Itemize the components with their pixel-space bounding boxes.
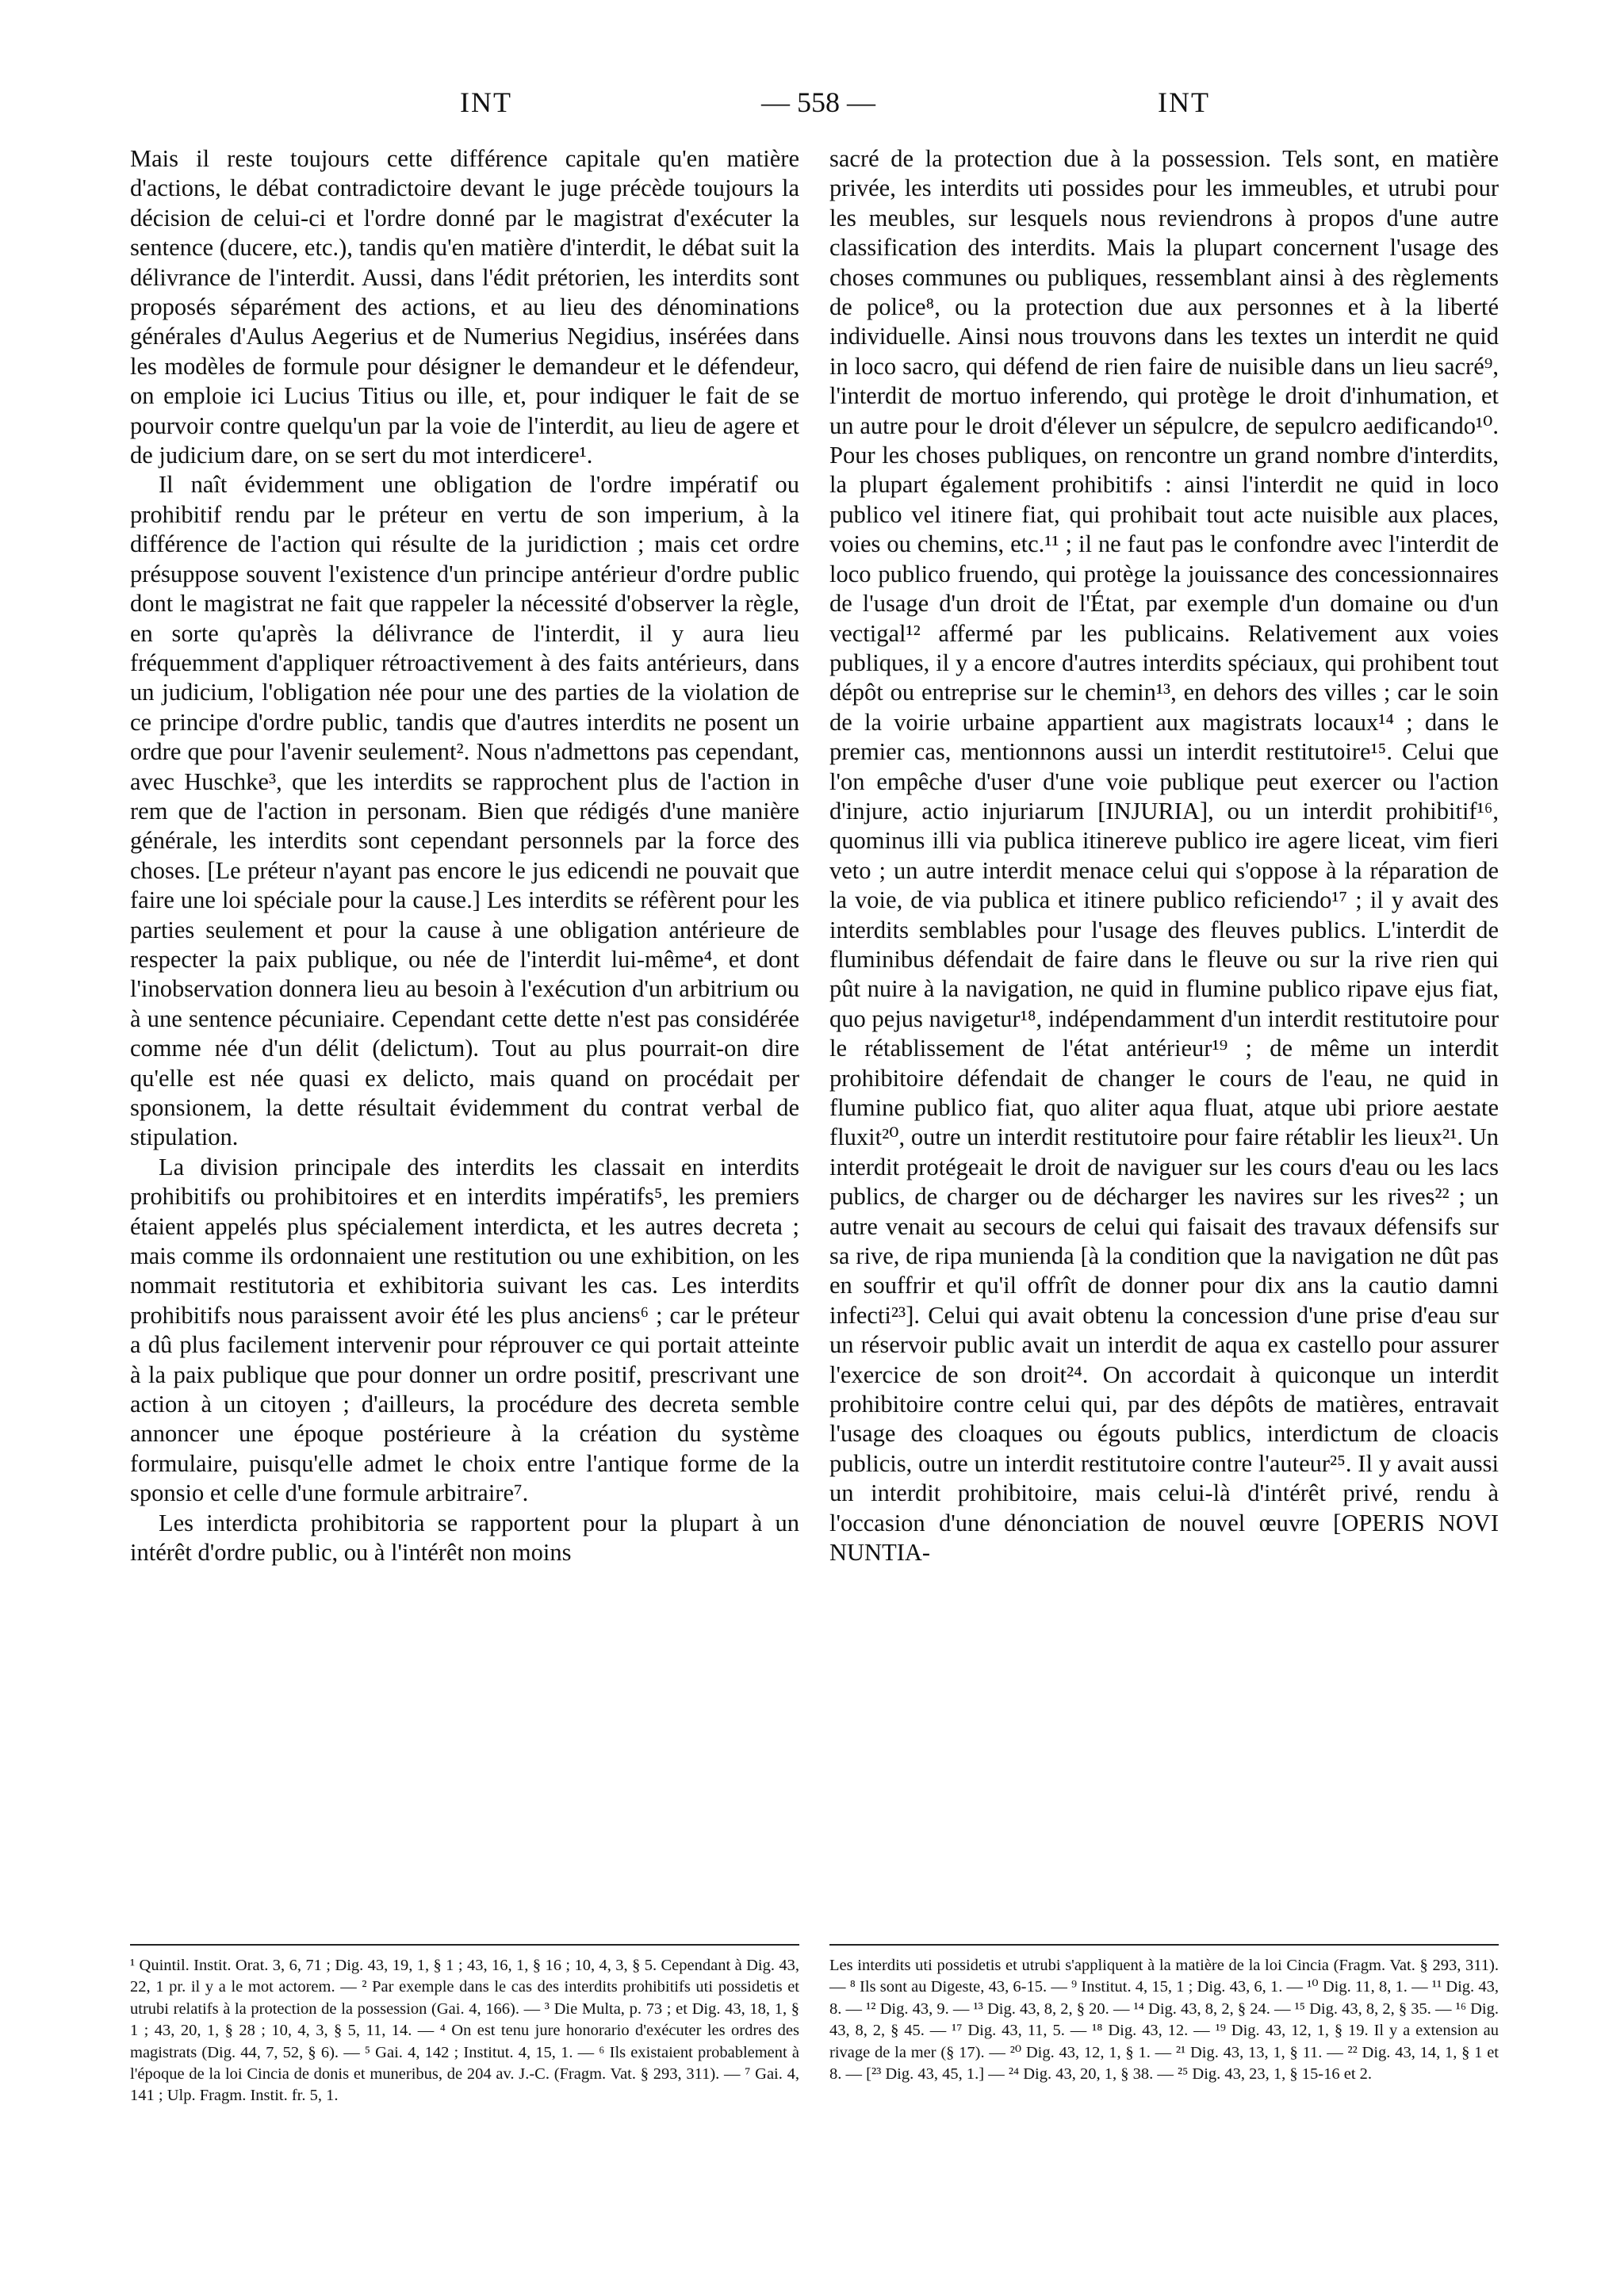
running-head-right: INT bbox=[1158, 86, 1210, 118]
footnotes-right bbox=[829, 1955, 1499, 2085]
right-column bbox=[829, 144, 1499, 1568]
left-paragraph-4: Les interdicta prohibitoria se rapportent pour la plupart à un intérêt d'ordre public, ou à l'intérêt non moins bbox=[130, 1509, 799, 1567]
footnote-rule-left bbox=[130, 1944, 799, 1946]
footnotes-left bbox=[130, 1955, 799, 2107]
footnote-rule-right bbox=[829, 1944, 1499, 1946]
page-number: — 558 — bbox=[761, 86, 875, 118]
running-head-left: INT bbox=[460, 86, 512, 118]
left-paragraph-1: Mais il reste toujours cette différence capitale qu'en matière d'actions, le débat contradictoire devant le juge précède toujours la décision de celui-ci et l'ordre donné par le magistrat d'exécuter la sentence (ducere, etc.), tandis qu'en matière d'interdit, le débat suit la délivrance de l'interdit. Aussi, dans l'édit prétorien, les interdits sont proposés séparément des actions, et au lieu des dénominations générales d'Aulus Aegerius et de Numerius Negidius, insérées dans les modèles de formule pour désigner le demandeur et le défendeur, on emploie ici Lucius Titius ou ille, et, pour indiquer le fait de se pourvoir contre quelqu'un par la voie de l'interdit, au lieu de agere et de judicium dare, on se sert du mot interdicere¹. bbox=[130, 145, 799, 469]
right-paragraph-1: sacré de la protection due à la possession. Tels sont, en matière privée, les interdits uti possides pour les immeubles, et utrubi pour les meubles, sur lesquels nous reviendrons à propos d'une autre classification des interdits. Mais la plupart concernent l'usage des choses communes ou publiques, ressemblant ainsi à des règlements de police⁸, ou la protection due aux personnes et à la liberté individuelle. Ainsi nous trouvons dans les textes un interdit ne quid in loco sacro, qui défend de rien faire de nuisible dans un lieu sacré⁹, l'interdit de mortuo inferendo, qui protège le droit d'inhumation, et un autre pour le droit d'élever un sépulcre, de sepulcro aedificando¹⁰. Pour les choses publiques, on rencontre un grand nombre d'interdits, la plupart également prohibitifs : ainsi l'interdit ne quid in loco publico vel itinere fiat, qui prohibait tout acte nuisible aux places, voies ou chemins, etc.¹¹ ; il ne faut pas le confondre avec l'interdit de loco publico fruendo, qui protège la jouissance des concessionnaires de l'usage d'un droit de l'État, par exemple d'un domaine ou d'un vectigal¹² affermé par les publicains. Relativement aux voies publiques, il y a encore d'autres interdits spéciaux, qui prohibent tout dépôt ou entreprise sur le chemin¹³, en dehors des villes ; car le soin de la voirie urbaine appartient aux magistrats locaux¹⁴ ; dans le premier cas, mentionnons aussi un interdit restitutoire¹⁵. Celui que l'on empêche d'user d'une voie publique peut exercer ou l'action d'injure, actio injuriarum [INJURIA], ou un interdit prohibitif¹⁶, quominus illi via publica itinereve publico ire agere liceat, vim fieri veto ; un autre interdit menace celui qui s'oppose à la réparation de la voie, de via publica et itinere publico reficiendo¹⁷ ; il y avait des interdits semblables pour l'usage des fleuves publics. L'interdit de fluminibus défendait de faire dans le fleuve ou sur la rive rien qui pût nuire à la navigation, ne quid in flumine publico ripave ejus fiat, quo pejus navigetur¹⁸, indépendamment d'un interdit restitutoire pour le rétablissement de l'état antérieur¹⁹ ; de même un interdit prohibitoire défendait de changer le cours de l'eau, ne quid in flumine publico fiat, quo aliter aqua fluat, atque ubi priore aestate fluxit²⁰, outre un interdit restitutoire pour faire rétablir les lieux²¹. Un interdit protégeait le droit de naviguer sur les cours d'eau ou les lacs publics, de charger ou de décharger les navires sur les rives²² ; un autre venait au secours de celui qui faisait des travaux défensifs sur sa rive, de ripa munienda [à la condition que la navigation ne dût pas en souffrir et qu'il offrît de donner pour dix ans la cautio damni infecti²³]. Celui qui avait obtenu la concession d'une prise d'eau sur un réservoir public avait un interdit de aqua ex castello pour assurer l'exercice de son droit²⁴. On accordait à quiconque un interdit prohibitoire contre celui qui, par des dépôts de matières, entravait l'usage des cloaques ou égouts publics, interdictum de cloacis publicis, outre un interdit restitutoire contre l'auteur²⁵. Il y avait aussi un interdit prohibitoire, mais celui-là d'intérêt privé, rendu à l'occasion d'une dénonciation de nouvel œuvre [OPERIS NOVI NUNTIA- bbox=[829, 145, 1499, 1567]
left-paragraph-3: La division principale des interdits les classait en interdits prohibitifs ou prohibitoires et en interdits impératifs⁵, les premiers étaient appelés plus spécialement interdicta, et les autres decreta ; mais comme ils ordonnaient une restitution ou une exhibition, on les nommait restitutoria et exhibitoria suivant les cas. Les interdits prohibitifs nous paraissent avoir été les plus anciens⁶ ; car le préteur a dû plus facilement intervenir pour réprouver ce qui portait atteinte à la paix publique que pour donner un ordre positif, prescrivant une action à un citoyen ; d'ailleurs, la procédure des decreta semble annoncer une époque postérieure à la création du système formulaire, puisqu'elle admet le choix entre l'antique forme de la sponsio et celle d'une formule arbitraire⁷. bbox=[130, 1153, 799, 1507]
left-paragraph-2: Il naît évidemment une obligation de l'ordre impératif ou prohibitif rendu par le préteur en vertu de son imperium, à la différence de l'action qui résulte de la juridiction ; mais cet ordre présuppose souvent l'existence d'un principe antérieur d'ordre public dont le magistrat ne fait que rappeler la nécessité d'observer la règle, en sorte qu'après la délivrance de l'interdit, il y aura lieu fréquemment d'appliquer rétroactivement à des faits antérieurs, dans un judicium, l'obligation née pour une des parties de la violation de ce principe d'ordre public, tandis que d'autres interdits ne posent un ordre que pour l'avenir seulement². Nous n'admettons pas cependant, avec Huschke³, que les interdits se rapprochent plus de l'action in rem que de l'action in personam. Bien que rédigés d'une manière générale, les interdits sont cependant personnels par la force des choses. [Le préteur n'ayant pas encore le jus edicendi ne pouvait que faire une loi spéciale pour la cause.] Les interdits se réfèrent pour les parties seulement et pour la cause à une obligation antérieure de respecter la paix publique, ou née de l'interdit lui-même⁴, et dont l'inobservation donnera lieu au besoin à l'exécution d'un arbitrium ou à une sentence pécuniaire. Cependant cette dette n'est pas considérée comme née d'un délit (delictum). Tout au plus pourrait-on dire qu'elle est née quasi ex delicto, mais quand on procédait per sponsionem, la dette résultait évidemment du contrat verbal de stipulation. bbox=[130, 471, 799, 1151]
page-header bbox=[127, 86, 1491, 125]
left-column bbox=[130, 144, 799, 1568]
footnotes-right-text: Les interdits uti possidetis et utrubi s'appliquent à la matière de la loi Cincia (Fragm. Vat. § 293, 311). — ⁸ Ils sont au Digeste, 43, 6-15. — ⁹ Institut. 4, 15, 1 ; Dig. 43, 6, 1. — ¹⁰ Dig. 11, 8, 1. — ¹¹ Dig. 43, 8. — ¹² Dig. 43, 9. — ¹³ Dig. 43, 8, 2, § 20. — ¹⁴ Dig. 43, 8, 2, § 24. — ¹⁵ Dig. 43, 8, 2, § 35. — ¹⁶ Dig. 43, 8, 2, § 45. — ¹⁷ Dig. 43, 11, 5. — ¹⁸ Dig. 43, 12. — ¹⁹ Dig. 43, 12, 1, § 19. Il y a extension au rivage de la mer (§ 17). — ²⁰ Dig. 43, 12, 1, § 1. — ²¹ Dig. 43, 13, 1, § 11. — ²² Dig. 43, 14, 1, § 1 et 8. — [²³ Dig. 43, 45, 1.] — ²⁴ Dig. 43, 20, 1, § 38. — ²⁵ Dig. 43, 23, 1, § 15-16 et 2. bbox=[829, 1957, 1499, 2084]
footnotes-left-text: ¹ Quintil. Instit. Orat. 3, 6, 71 ; Dig. 43, 19, 1, § 1 ; 43, 16, 1, § 16 ; 10, 4, 3, § 5. Cependant à Dig. 43, 22, 1 pr. il y a le mot actorem. — ² Par exemple dans le cas des interdits prohibitifs uti possidetis et utrubi relatifs à la protection de la possession (Gai. 4, 166). — ³ Die Multa, p. 73 ; et Dig. 43, 18, 1, § 1 ; 43, 20, 1, § 28 ; 10, 4, 3, § 5, 11, 14. — ⁴ On est tenu jure honorario d'exécuter les ordres des magistrats (Dig. 44, 7, 52, § 6). — ⁵ Gai. 4, 142 ; Institut. 4, 15, 1. — ⁶ Ils existaient probablement à l'époque de la loi Cincia de donis et muneribus, de 204 av. J.-C. (Fragm. Vat. § 293, 311). — ⁷ Gai. 4, 141 ; Ulp. Fragm. Instit. fr. 5, 1. bbox=[130, 1957, 799, 2105]
